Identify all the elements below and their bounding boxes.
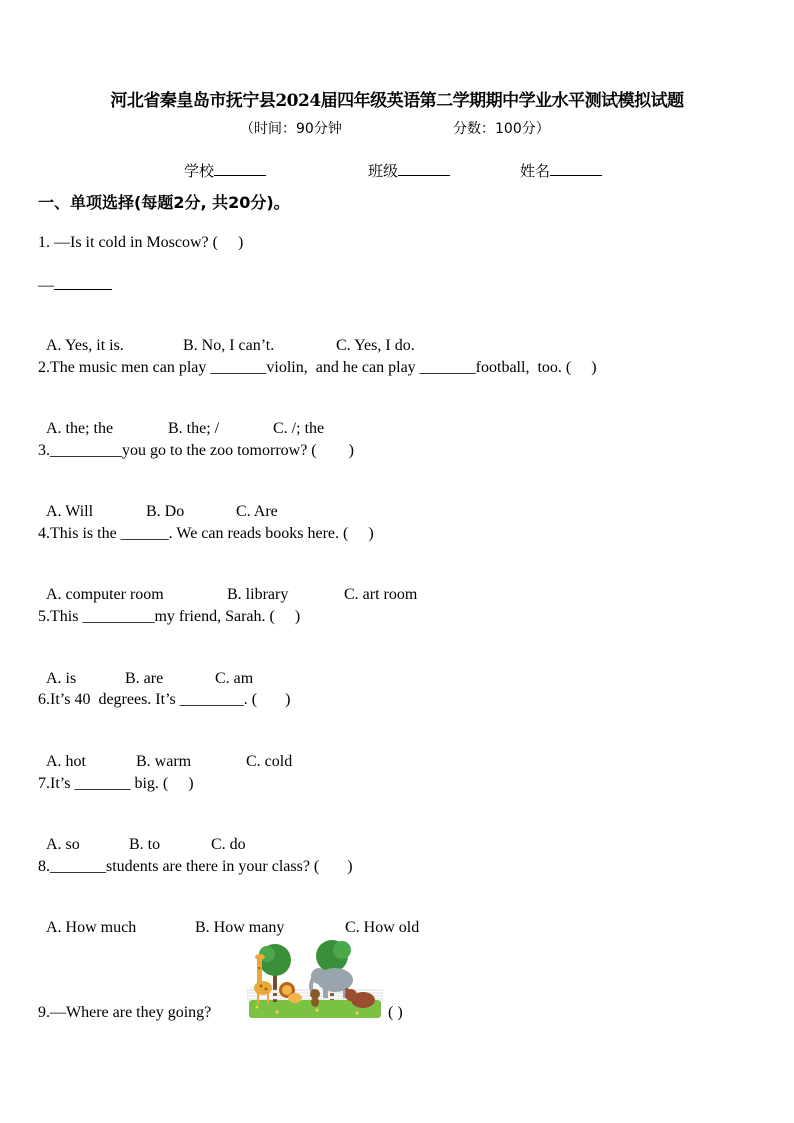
question-stem: 6.It’s 40 degrees. It’s ________. ( ) bbox=[38, 691, 291, 708]
name-field bbox=[520, 160, 602, 181]
options-row bbox=[38, 732, 292, 772]
option-b[interactable]: B. How many bbox=[195, 919, 285, 936]
option-c[interactable]: C. Are bbox=[236, 503, 278, 520]
option-a[interactable]: A. Yes, it is. bbox=[46, 337, 124, 354]
option-b[interactable]: B. library bbox=[227, 586, 289, 603]
answer-dash: — bbox=[38, 277, 54, 294]
option-b[interactable]: B. the; / bbox=[168, 420, 220, 437]
option-a[interactable]: A. hot bbox=[46, 753, 86, 770]
option-a[interactable]: A. the; the bbox=[46, 420, 114, 437]
zoo-animals-illustration bbox=[247, 940, 383, 1020]
section-heading: 一、单项选择(每题2分, 共20分)。 bbox=[38, 193, 290, 212]
options-row bbox=[38, 565, 417, 605]
page-title: 河北省秦皇岛市抚宁县2024届四年级英语第二学期期中学业水平测试模拟试题 bbox=[110, 91, 684, 111]
option-a[interactable]: A. computer room bbox=[46, 586, 164, 603]
question-stem: 3._________you go to the zoo tomorrow? ( ) bbox=[38, 442, 354, 459]
options-row bbox=[38, 815, 246, 855]
option-c[interactable]: C. /; the bbox=[273, 420, 325, 437]
option-c[interactable]: C. art room bbox=[344, 586, 418, 603]
options-row bbox=[38, 482, 278, 522]
question-stem: 4.This is the ______. We can reads books here. ( ) bbox=[38, 525, 374, 542]
option-b[interactable]: B. warm bbox=[136, 753, 192, 770]
exam-time: （时间：90分钟 bbox=[240, 121, 342, 137]
answer-paren: ( ) bbox=[388, 1004, 403, 1021]
exam-score: 分数：100分） bbox=[453, 121, 550, 137]
option-c[interactable]: C. Yes, I do. bbox=[336, 337, 415, 354]
option-b[interactable]: B. to bbox=[129, 836, 161, 853]
question-stem: 8._______students are there in your class? ( ) bbox=[38, 858, 353, 875]
option-a[interactable]: A. is bbox=[46, 670, 77, 687]
name-label: 姓名 bbox=[520, 162, 551, 180]
question-stem: 2.The music men can play _______violin, and he can play _______football, too. ( ) bbox=[38, 359, 597, 376]
option-b[interactable]: B. No, I can’t. bbox=[183, 337, 275, 354]
question-stem: 9.—Where are they going? bbox=[38, 1004, 212, 1021]
option-c[interactable]: C. How old bbox=[345, 919, 420, 936]
class-label: 班级 bbox=[368, 162, 399, 180]
option-a[interactable]: A. Will bbox=[46, 503, 94, 520]
class-field bbox=[368, 160, 450, 181]
question-stem: 1. —Is it cold in Moscow? ( ) bbox=[38, 234, 244, 251]
options-row bbox=[38, 898, 419, 938]
name-blank[interactable] bbox=[550, 161, 602, 176]
option-a[interactable]: A. How much bbox=[46, 919, 137, 936]
option-c[interactable]: C. cold bbox=[246, 753, 293, 770]
answer-blank[interactable] bbox=[54, 275, 112, 290]
school-field bbox=[184, 160, 266, 181]
option-b[interactable]: B. are bbox=[125, 670, 164, 687]
option-b[interactable]: B. Do bbox=[146, 503, 185, 520]
options-row bbox=[38, 316, 415, 356]
school-label: 学校 bbox=[184, 162, 215, 180]
question-stem: 5.This _________my friend, Sarah. ( ) bbox=[38, 608, 301, 625]
options-row bbox=[38, 399, 324, 439]
question-stem: 7.It’s _______ big. ( ) bbox=[38, 775, 194, 792]
option-a[interactable]: A. so bbox=[46, 836, 80, 853]
option-c[interactable]: C. do bbox=[211, 836, 246, 853]
class-blank[interactable] bbox=[398, 161, 450, 176]
option-c[interactable]: C. am bbox=[215, 670, 254, 687]
school-blank[interactable] bbox=[214, 161, 266, 176]
options-row bbox=[38, 649, 253, 689]
answer-line bbox=[38, 275, 112, 296]
